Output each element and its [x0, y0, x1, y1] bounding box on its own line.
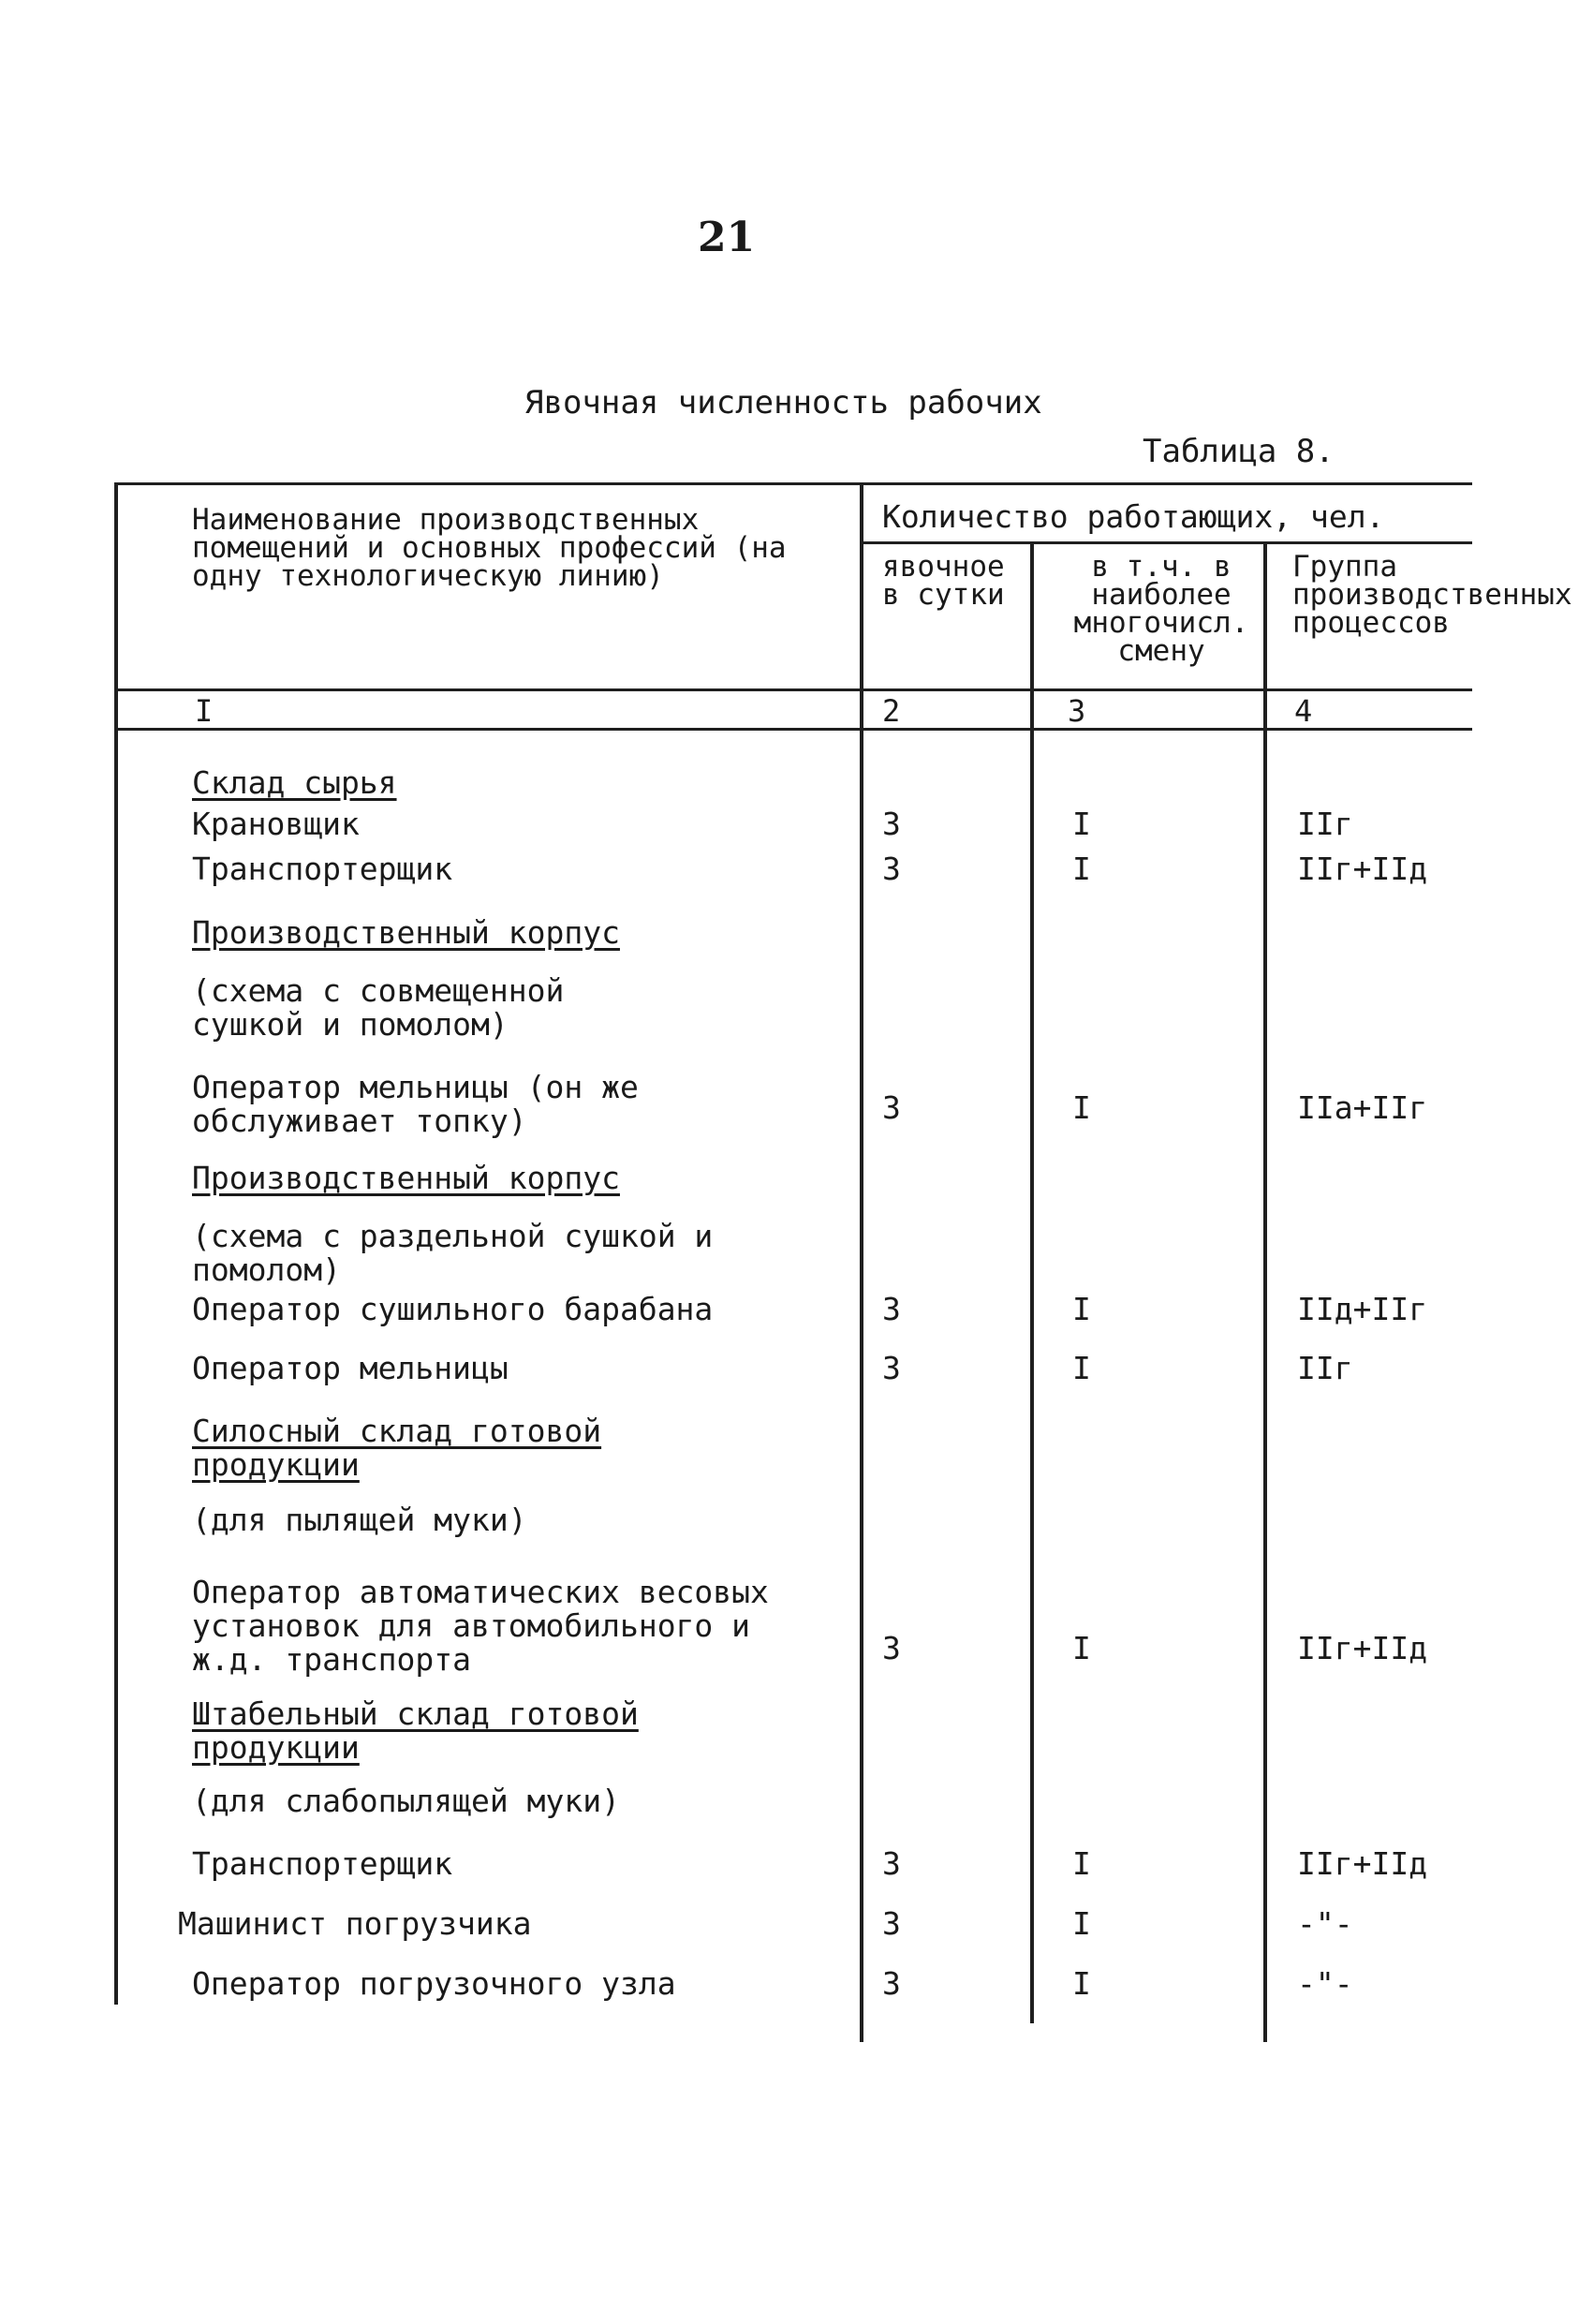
row-group: -"- — [1297, 1905, 1353, 1942]
table-left-border — [114, 482, 118, 2005]
row-daily: 3 — [882, 1905, 901, 1942]
row-name: Оператор мельницы (он же обслуживает топку) — [192, 1069, 639, 1139]
row-name: Оператор мельницы — [192, 1350, 509, 1386]
row-daily: 3 — [882, 1965, 901, 2002]
row-group: IIг+IIд — [1297, 851, 1428, 887]
column-divider-1 — [860, 482, 863, 2042]
row-shift: I — [1072, 1845, 1091, 1882]
row-group: IIа+IIг — [1297, 1089, 1428, 1126]
row-shift: I — [1072, 1965, 1091, 2002]
section-heading: Силосный склад готовой продукции — [192, 1413, 602, 1483]
page-number: 21 — [698, 214, 756, 261]
row-group: IIд+IIг — [1297, 1291, 1428, 1327]
row-name: Крановщик — [192, 806, 360, 842]
row-daily: 3 — [882, 1630, 901, 1666]
row-shift: I — [1072, 1291, 1091, 1327]
row-name: Оператор сушильного барабана — [192, 1291, 714, 1327]
row-shift: I — [1072, 851, 1091, 887]
column-number-2: 2 — [882, 693, 901, 729]
row-group: IIг — [1297, 1350, 1353, 1386]
section-heading: Производственный корпус — [192, 1160, 620, 1196]
row-group: -"- — [1297, 1965, 1353, 2002]
header-col4: Группа производственных процессов — [1292, 550, 1572, 640]
header-group: Количество работающих, чел. — [882, 498, 1385, 535]
header-col2: явочное в сутки — [882, 550, 1005, 612]
row-name: Транспортерщик — [192, 851, 453, 887]
row-shift: I — [1072, 1905, 1091, 1942]
column-divider-2 — [1030, 543, 1034, 2023]
row-name: Оператор автоматических весовых установок для автомобильного и ж.д. транспорта — [192, 1574, 769, 1678]
row-name: Оператор погрузочного узла — [192, 1965, 676, 2002]
row-group: IIг — [1297, 806, 1353, 842]
section-heading: Штабельный склад готовой продукции — [192, 1695, 639, 1766]
table-label: Таблица 8. — [1143, 433, 1335, 470]
header-col1: Наименование производственных помещений и основных профессий (на одну технологическую линию) — [192, 503, 787, 593]
row-group: IIг+IIд — [1297, 1630, 1428, 1666]
row-name: Машинист погрузчика — [178, 1905, 532, 1942]
row-name: Транспортерщик — [192, 1845, 453, 1882]
row-daily: 3 — [882, 851, 901, 887]
row-shift: I — [1072, 1350, 1091, 1386]
row-note: (схема с раздельной сушкой и помолом) — [192, 1218, 714, 1288]
document-title: Явочная численность рабочих — [524, 384, 1042, 422]
row-shift: I — [1072, 1630, 1091, 1666]
column-number-3: 3 — [1068, 693, 1086, 729]
table-top-border — [114, 482, 1472, 485]
header-col3: в т.ч. в наиболее многочисл. смену — [1073, 550, 1249, 668]
row-note: (схема с совмещенной сушкой и помолом) — [192, 972, 565, 1043]
row-shift: I — [1072, 806, 1091, 842]
row-group: IIг+IIд — [1297, 1845, 1428, 1882]
row-daily: 3 — [882, 1845, 901, 1882]
row-daily: 3 — [882, 1089, 901, 1126]
column-divider-3 — [1263, 543, 1267, 2042]
row-note: (для пылящей муки) — [192, 1502, 527, 1538]
row-shift: I — [1072, 1089, 1091, 1126]
section-heading: Производственный корпус — [192, 914, 620, 951]
row-daily: 3 — [882, 1350, 901, 1386]
header-bottom-border — [114, 688, 1472, 691]
row-note: (для слабопылящей муки) — [192, 1783, 620, 1819]
row-daily: 3 — [882, 806, 901, 842]
column-number-1: I — [195, 693, 214, 729]
row-daily: 3 — [882, 1291, 901, 1327]
column-number-divider — [114, 728, 1472, 731]
group-header-divider — [862, 541, 1472, 544]
section-heading: Склад сырья — [192, 764, 397, 801]
column-number-4: 4 — [1294, 693, 1313, 729]
